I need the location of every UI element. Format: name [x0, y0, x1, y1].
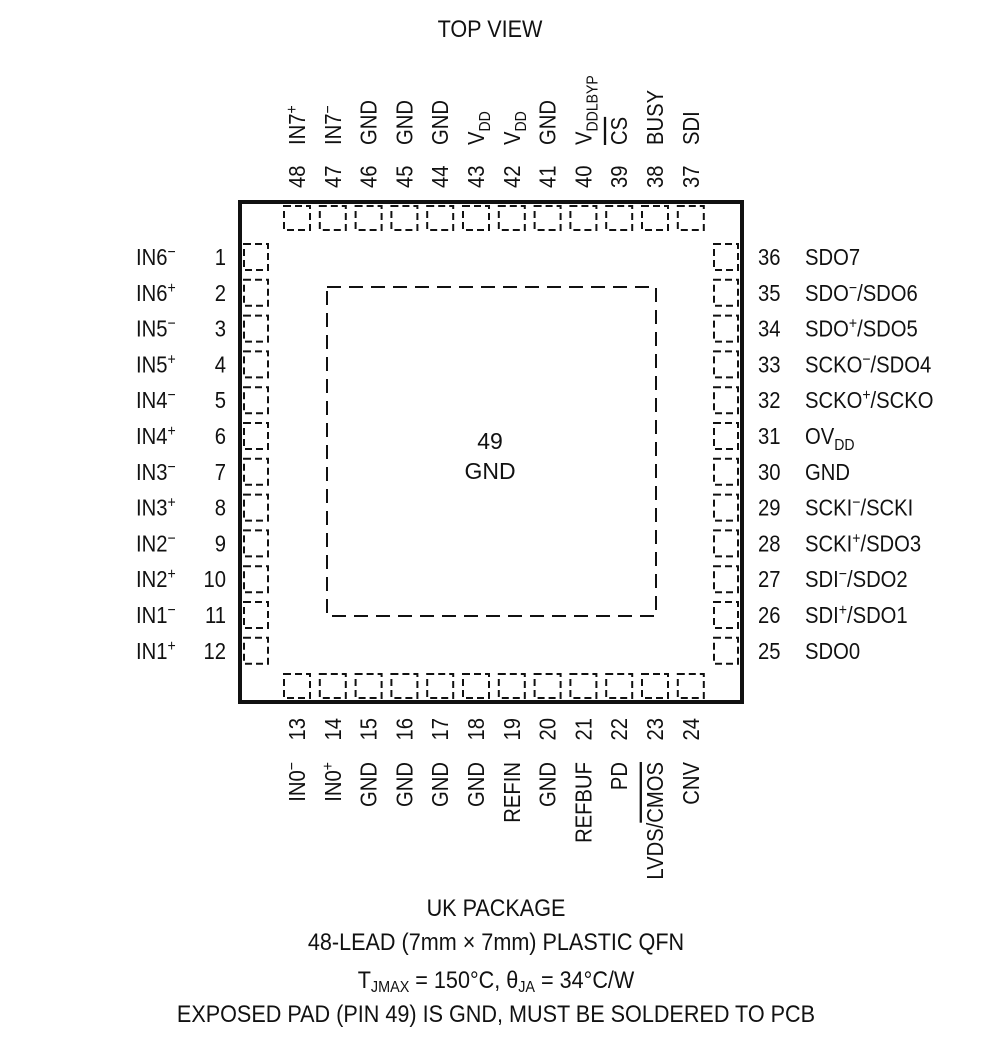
package-description: 48-LEAD (7mm × 7mm) PLASTIC QFN	[307, 929, 685, 956]
pin-2-number: 2	[214, 279, 226, 307]
pin-29-number: 29	[758, 494, 781, 521]
pin-42-pad	[499, 206, 525, 230]
pin-44-number: 44	[426, 165, 454, 188]
pin-31-pad	[714, 423, 738, 449]
pin-30-name: GND	[805, 458, 850, 486]
thermal-specs	[50, 967, 943, 995]
pin-29-name: SCKI−/SCKI	[805, 493, 914, 521]
pin-9-pad	[244, 530, 268, 556]
pin-41-number: 41	[534, 165, 561, 188]
pin-47-pad	[320, 206, 346, 230]
pin-8-name: IN3+	[136, 493, 176, 521]
pin-4-name: IN5+	[136, 350, 176, 378]
pin-22-pad	[606, 674, 632, 698]
pin-24-pad	[678, 674, 704, 698]
pin-3-number: 3	[214, 315, 226, 342]
pin-8-number: 8	[214, 494, 226, 521]
pin-41-name: GND	[534, 100, 561, 145]
pin-31-name: $OV_{DD}$	[805, 422, 855, 455]
pin-23-number: 23	[641, 718, 669, 741]
pin-44-pad	[427, 206, 453, 230]
pin-28-number: 28	[758, 530, 781, 557]
pin-43-pad	[463, 206, 489, 230]
pin-6-pad	[244, 423, 268, 449]
pin-10-number: 10	[203, 565, 226, 593]
pin-47-name: IN7−	[318, 105, 347, 145]
pin-17-name: GND	[426, 762, 454, 807]
pin-40-pad	[570, 206, 596, 230]
pin-47-number: 47	[319, 165, 347, 188]
pin-35-name: SDO−/SDO6	[805, 278, 918, 307]
exposed-pad-number: 49	[477, 428, 503, 454]
theta-value: = 34°C/W	[535, 967, 635, 994]
pin-25-number: 25	[758, 637, 781, 665]
pin-6-name: IN4+	[136, 422, 176, 450]
pin-15-pad	[356, 674, 382, 698]
pin-20-number: 20	[534, 718, 561, 741]
pin-48-name: IN7+	[283, 105, 311, 145]
pin-16-name: GND	[391, 762, 418, 807]
pin-19-name: REFIN	[498, 762, 526, 823]
pin-37-number: 37	[677, 165, 705, 188]
pin-15-number: 15	[355, 718, 382, 741]
pin-17-pad	[427, 674, 453, 698]
pin-46-number: 46	[355, 165, 382, 188]
pin-33-name: SCKO−/SDO4	[805, 350, 932, 378]
theta-symbol: θ	[506, 967, 519, 994]
pin-35-pad	[714, 280, 738, 306]
pin-28-pad	[714, 530, 738, 556]
pin-32-pad	[714, 387, 738, 413]
pin-46-pad	[356, 206, 382, 230]
pin-38-number: 38	[641, 165, 669, 188]
pin-26-name: SDI+/SDO1	[805, 601, 908, 629]
pin-21-pad	[570, 674, 596, 698]
package-name: UK PACKAGE	[426, 895, 566, 922]
pin-27-name: SDI−/SDO2	[805, 565, 908, 593]
tj-symbol: T	[357, 967, 371, 994]
pin-20-pad	[535, 674, 561, 698]
pin-19-pad	[499, 674, 525, 698]
pin-24-name: CNV	[677, 762, 705, 805]
pin-36-number: 36	[758, 243, 781, 271]
pin-1-number: 1	[214, 243, 226, 271]
pin-38-name: BUSY	[641, 89, 669, 145]
pin-31-number: 31	[758, 422, 781, 450]
pin-45-name: GND	[391, 100, 418, 145]
pin-2-name: IN6+	[136, 278, 176, 307]
pin-30-number: 30	[758, 458, 781, 486]
pin-13-pad	[284, 674, 310, 698]
pin-2-pad	[244, 280, 268, 306]
right-pins	[714, 244, 934, 664]
pin-42-name: $V_{DD}$	[498, 111, 531, 145]
left-pins	[136, 243, 268, 664]
pin-26-pad	[714, 602, 738, 628]
pin-27-number: 27	[758, 565, 781, 593]
pin-20-name: GND	[534, 762, 561, 807]
pin-18-name: GND	[462, 762, 490, 807]
pin-11-number: 11	[204, 601, 226, 629]
pin-42-number: 42	[498, 165, 526, 188]
theta-subscript: JA	[518, 979, 536, 996]
pin-40-name: $V_{DDLBYP}$	[570, 75, 602, 145]
pin-43-number: 43	[462, 165, 490, 188]
pin-30-pad	[714, 459, 738, 485]
pin-14-pad	[320, 674, 346, 698]
pin-9-number: 9	[214, 530, 226, 557]
pin-17-number: 17	[426, 718, 454, 741]
pin-39-name: CS	[605, 116, 633, 145]
pin-18-number: 18	[462, 718, 490, 741]
pin-27-pad	[714, 566, 738, 592]
pin-8-pad	[244, 495, 268, 521]
pin-16-pad	[391, 674, 417, 698]
pin-10-name: IN2+	[136, 565, 176, 593]
pin-13-number: 13	[283, 718, 311, 741]
pin-33-number: 33	[758, 351, 781, 378]
pin-12-number: 12	[203, 637, 226, 665]
pin-21-number: 21	[570, 718, 597, 741]
pin-40-number: 40	[570, 165, 597, 188]
pin-35-number: 35	[758, 279, 781, 307]
pin-23-pad	[642, 674, 668, 698]
pin-48-pad	[284, 206, 310, 230]
pin-36-name: SDO7	[805, 243, 861, 271]
pin-32-name: SCKO+/SCKO	[805, 386, 934, 414]
pin-38-pad	[642, 206, 668, 230]
pin-28-name: SCKI+/SDO3	[805, 529, 922, 557]
pin-34-number: 34	[758, 315, 781, 342]
pin-25-pad	[714, 638, 738, 664]
bottom-pins	[283, 674, 704, 880]
pin-12-name: IN1+	[136, 636, 176, 665]
pin-11-pad	[244, 602, 268, 628]
pin-44-name: GND	[426, 100, 454, 145]
pin-32-number: 32	[758, 386, 781, 414]
pin-37-name: SDI	[677, 111, 705, 145]
pin-5-pad	[244, 387, 268, 413]
pin-25-name: SDO0	[805, 637, 861, 665]
pin-14-name: IN0+	[318, 762, 347, 802]
pin-33-pad	[714, 351, 738, 377]
pin-13-name: IN0−	[283, 762, 311, 802]
pin-9-name: IN2−	[136, 529, 176, 557]
pin-12-pad	[244, 638, 268, 664]
pin-23-name: LVDS/CMOS	[641, 762, 669, 880]
pin-3-name: IN5−	[136, 314, 176, 342]
pin-29-pad	[714, 495, 738, 521]
tj-value: = 150°C,	[409, 967, 507, 994]
pin-45-number: 45	[391, 165, 418, 188]
pin-1-pad	[244, 244, 268, 270]
pin-15-name: GND	[355, 762, 382, 807]
pin-10-pad	[244, 566, 268, 592]
pin-24-number: 24	[677, 718, 705, 741]
pin-41-pad	[535, 206, 561, 230]
pin-4-pad	[244, 351, 268, 377]
pin-43-name: $V_{DD}$	[462, 111, 495, 145]
exposed-pad-label: GND	[464, 458, 516, 484]
pin-4-number: 4	[214, 351, 226, 378]
pin-39-pad	[606, 206, 632, 230]
pin-7-number: 7	[214, 458, 226, 486]
pin-37-pad	[678, 206, 704, 230]
pin-1-name: IN6−	[136, 243, 176, 271]
pin-19-number: 19	[498, 718, 526, 741]
pin-18-pad	[463, 674, 489, 698]
pin-5-name: IN4−	[136, 386, 176, 414]
pin-3-pad	[244, 316, 268, 342]
exposed-pad-note: EXPOSED PAD (PIN 49) IS GND, MUST BE SOLDERED TO PCB	[176, 1001, 816, 1028]
pin-6-number: 6	[214, 422, 226, 450]
pin-22-number: 22	[605, 718, 633, 741]
top-pins	[283, 75, 704, 230]
pin-34-pad	[714, 316, 738, 342]
pin-36-pad	[714, 244, 738, 270]
pin-7-name: IN3−	[136, 457, 176, 486]
pin-26-number: 26	[758, 601, 781, 629]
pin-11-name: IN1−	[136, 601, 176, 629]
pin-16-number: 16	[391, 718, 418, 741]
diagram-title: TOP VIEW	[437, 14, 543, 43]
tj-subscript: JMAX	[370, 979, 410, 996]
pin-46-name: GND	[355, 100, 382, 145]
pin-5-number: 5	[214, 386, 226, 414]
pin-34-name: SDO+/SDO5	[805, 314, 918, 342]
pin-7-pad	[244, 459, 268, 485]
pin-48-number: 48	[283, 165, 311, 188]
pin-22-name: PD	[605, 762, 633, 791]
pin-39-number: 39	[605, 165, 633, 188]
pin-21-name: REFBUF	[570, 762, 597, 843]
pin-45-pad	[391, 206, 417, 230]
pin-14-number: 14	[319, 718, 347, 741]
